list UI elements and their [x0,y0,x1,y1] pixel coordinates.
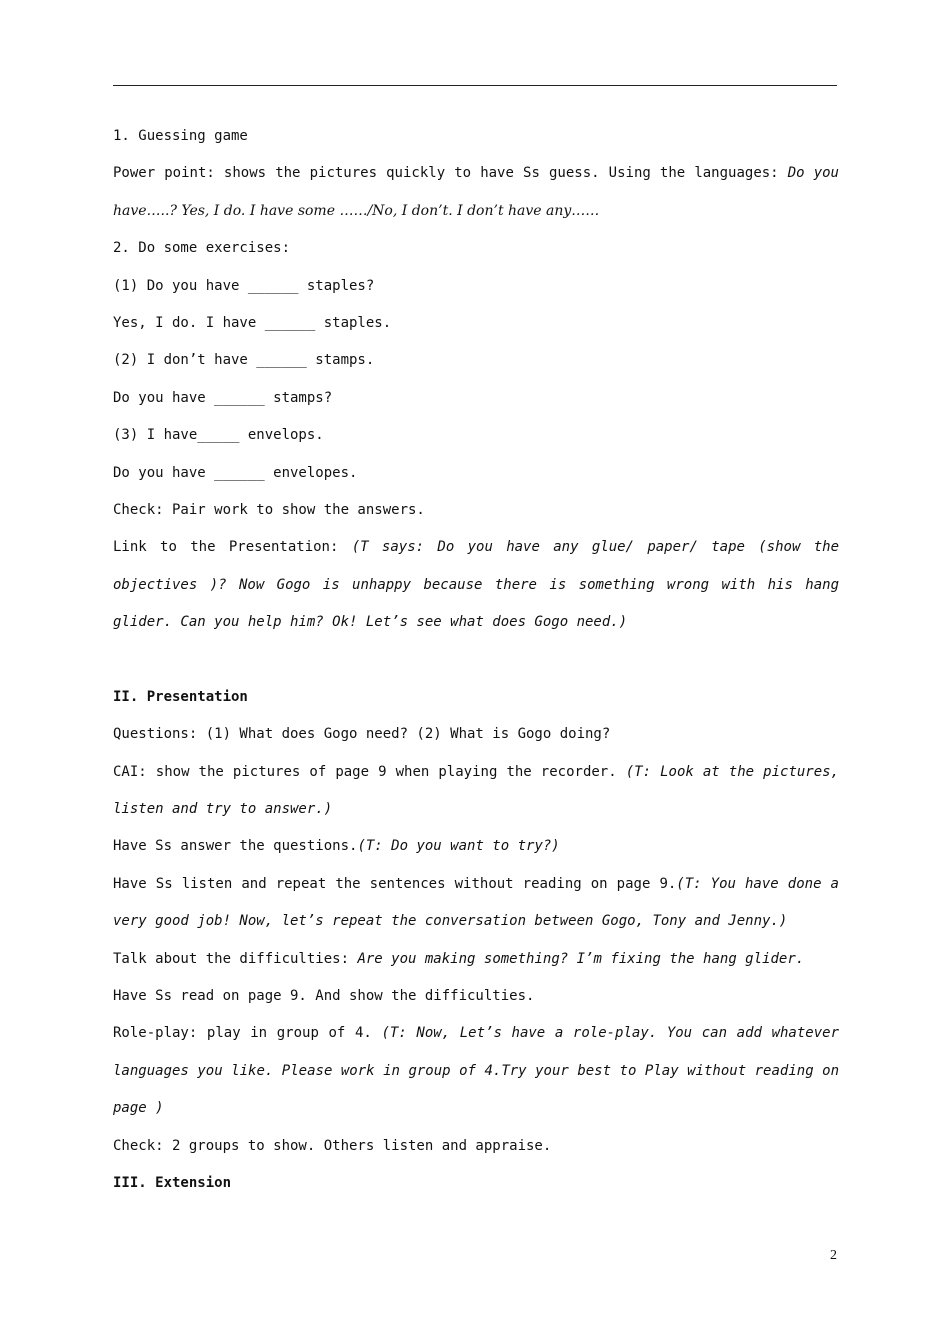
read-line: Have Ss read on page 9. And show the difficulties. [113,987,535,1004]
questions-line: Questions: (1) What does Gogo need? (2) What is Gogo doing? [113,726,611,743]
link-text-c: glider. Can you help him? Ok! Let’s see what does Gogo need.) [113,614,628,631]
difficulties-italic: Are you making something? I’m fixing the hang glider. [357,950,805,967]
item-exercises: 2. Do some exercises: [113,240,291,257]
answer-text: Have Ss answer the questions. [113,838,358,855]
exercise-3: (3) I have_____ envelops. [113,427,324,444]
powerpoint-text: Power point: shows the pictures quickly to have Ss guess. Using the languages: [113,165,779,182]
link-line [113,529,839,566]
heading-presentation: II. Presentation [113,688,248,705]
check-pair-work: Check: Pair work to show the answers. [113,501,425,518]
difficulties-text: Talk about the difficulties: [113,950,350,967]
roleplay-line [113,1015,839,1052]
heading-extension: III. Extension [113,1174,232,1191]
link-text-a: (T says: Do you have any glue/ paper/ tape (show the [351,539,839,556]
header-rule [113,85,837,86]
powerpoint-line [113,155,839,192]
repeat-text: Have Ss listen and repeat the sentences without reading on page 9. [113,875,677,892]
item-guessing-game: 1. Guessing game [113,128,248,144]
roleplay-text: Role-play: play in group of 4. [113,1025,372,1042]
document-body [113,118,839,1202]
powerpoint-example-b: have…..? Yes, I do. I have some ……/No, I don’t. I don’t have any…… [113,202,600,219]
powerpoint-example-a: Do you [787,165,839,182]
answer-line [113,828,839,865]
roleplay-italic-a: (T: Now, Let’s have a role-play. You can add whatever [381,1025,839,1042]
cai-text: CAI: show the pictures of page 9 when playing the recorder. [113,763,617,780]
exercise-3-answer: Do you have ______ envelopes. [113,464,358,481]
answer-italic: (T: Do you want to try?) [357,838,560,855]
cai-italic-b: listen and try to answer.) [113,801,333,818]
link-text-b: objectives )? Now Gogo is unhappy because there is something wrong with his hang [113,576,839,593]
roleplay-italic-b: languages you like. Please work in group of 4.Try your best to Play without reading on [113,1062,839,1079]
difficulties-line [113,941,839,978]
cai-italic-a: (T: Look at the pictures, [625,763,839,780]
repeat-italic-b: very good job! Now, let’s repeat the conversation between Gogo, Tony and Jenny.) [113,913,788,930]
repeat-italic-a: (T: You have done a [676,875,839,892]
cai-line [113,754,839,791]
exercise-2-answer: Do you have ______ stamps? [113,389,333,406]
roleplay-italic-c: page ) [113,1100,164,1117]
repeat-line [113,866,839,903]
exercise-1-answer: Yes, I do. I have ______ staples. [113,314,392,331]
check-groups: Check: 2 groups to show. Others listen and appraise. [113,1137,552,1154]
link-label: Link to the Presentation: [113,539,339,556]
exercise-1: (1) Do you have ______ staples? [113,277,375,294]
page-number: 2 [830,1248,837,1263]
exercise-2: (2) I don’t have ______ stamps. [113,352,375,369]
